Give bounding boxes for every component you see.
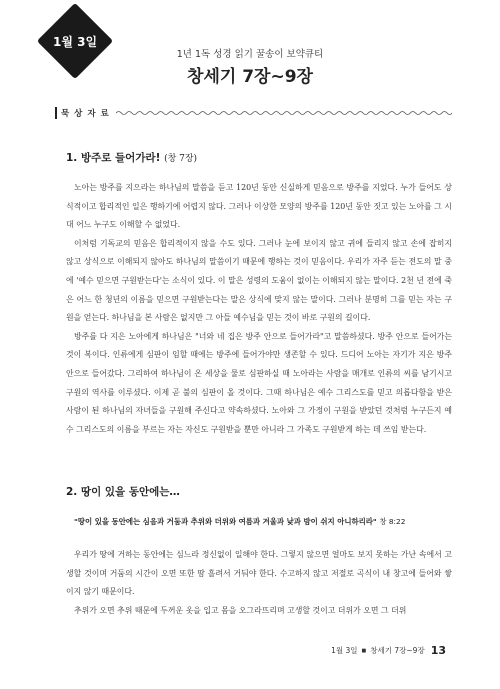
section-2-body	[66, 546, 452, 620]
scripture-quote-text: "땅이 있을 동안에는 심음과 거둠과 추위와 더위와 여름과 겨울과 낮과 밤이 쉬지 아니하리라"	[74, 517, 377, 526]
footer-date: 1월 3일	[331, 646, 358, 655]
paragraph: 우리가 땅에 거하는 동안에는 심느라 정신없이 일해야 한다. 그렇지 않으면 얼마도 보지 못하는 가난 속에서 고생할 것이며 거둠의 시간이 오면 또한 땀 흘려서 거둬야 한다. 수고하지 않고 저절로 곡식이 내 창고에 들어와 쌓이지 않기 때문이다.	[66, 550, 452, 597]
wavy-divider	[116, 109, 452, 117]
section-1-body	[66, 179, 452, 439]
paragraph: 방주를 다 지은 노아에게 하나님은 "너와 네 집은 방주 안으로 들어가라"고 말씀하셨다. 방주 안으로 들어가는 것이 복이다. 인류에게 심판이 임할 때에는 방주에 들어가야만 생존할 수 있다. 드디어 노아는 자기가 지은 방주 안으로 들어갔다. 그리하여 하나님이 온 세상을 물로 심판하실 때 노아라는 사람을 매개로 인류의 씨를 남기시고 구원의 역사를 이루셨다. 이제 곧 불의 심판이 올 것이다. 그때 하나님은 예수 그리스도를 믿고 의롭다함을 받은 사람이 된 하나님의 자녀들을 구원해 주신다고 약속하셨다. 노아와 그 가정이 구원을 받았던 것처럼 누구든지 예수 그리스도의 이름을 부르는 자는 자신도 구원받을 뿐만 아니라 그 가족도 구원받게 하는 데 쓰임 받는다.	[66, 331, 452, 434]
section-heading-1	[66, 150, 197, 165]
footer-book: 창세기 7장~9장	[370, 646, 425, 655]
paragraph: 이처럼 기독교의 믿음은 합리적이지 않을 수도 있다. 그러나 눈에 보이지 않고 귀에 들리지 않고 손에 잡히지 않고 상식으로 이해되지 않아도 하나님의 말씀이기 때문에 행하는 것이 믿음이다. 우리가 자주 듣는 전도의 말 중에 '예수 믿으면 구원받는다'는 소식이 있다. 이 말은 성령의 도움이 없이는 이해되지 않는 말이다. 2천 년 전에 죽은 어느 한 청년의 이름을 믿으면 구원받는다는 말은 상식에 맞지 않는 말이다. 그러나 분명히 그를 믿는 자는 구원을 얻는다. 하나님을 본 사람은 없지만 그 아들 예수님을 믿는 것이 바로 구원의 길이다.	[66, 238, 452, 323]
bullet-icon: ■	[361, 647, 367, 654]
page-footer	[331, 644, 446, 657]
date-badge-text: 1월 3일	[52, 34, 98, 49]
page-number: 13	[430, 644, 446, 657]
scripture-quote	[74, 516, 464, 527]
page-subtitle: 1년 1독 성경 읽기 꿀송이 보약큐티	[176, 49, 324, 60]
section-label: 묵 상 자 료	[55, 107, 110, 119]
page-title: 창세기 7장~9장	[187, 67, 313, 87]
section-heading-2-text: 2. 땅이 있을 동안에는…	[66, 486, 180, 498]
section-bar	[55, 104, 452, 122]
paragraph: 노아는 방주를 지으라는 하나님의 말씀을 듣고 120년 동안 신실하게 믿음으로 방주를 지었다. 누가 들어도 상식적이고 합리적인 일은 행하기에 어렵지 않다. 그러나 이상한 모양의 방주를 120년 동안 짓고 있는 노아를 그 시대 어느 누구도 이해할 수 없었다.	[66, 183, 452, 230]
scripture-quote-ref: 창 8:22	[379, 517, 406, 526]
section-heading-2	[66, 484, 180, 499]
section-heading-1-text: 1. 방주로 들어가라!	[66, 152, 161, 164]
paragraph: 추위가 오면 추위 때문에 두꺼운 옷을 입고 몸을 오그라뜨리며 고생할 것이고 더위가 오면 그 더위	[74, 605, 407, 615]
section-heading-1-ref: (창 7장)	[164, 154, 198, 164]
